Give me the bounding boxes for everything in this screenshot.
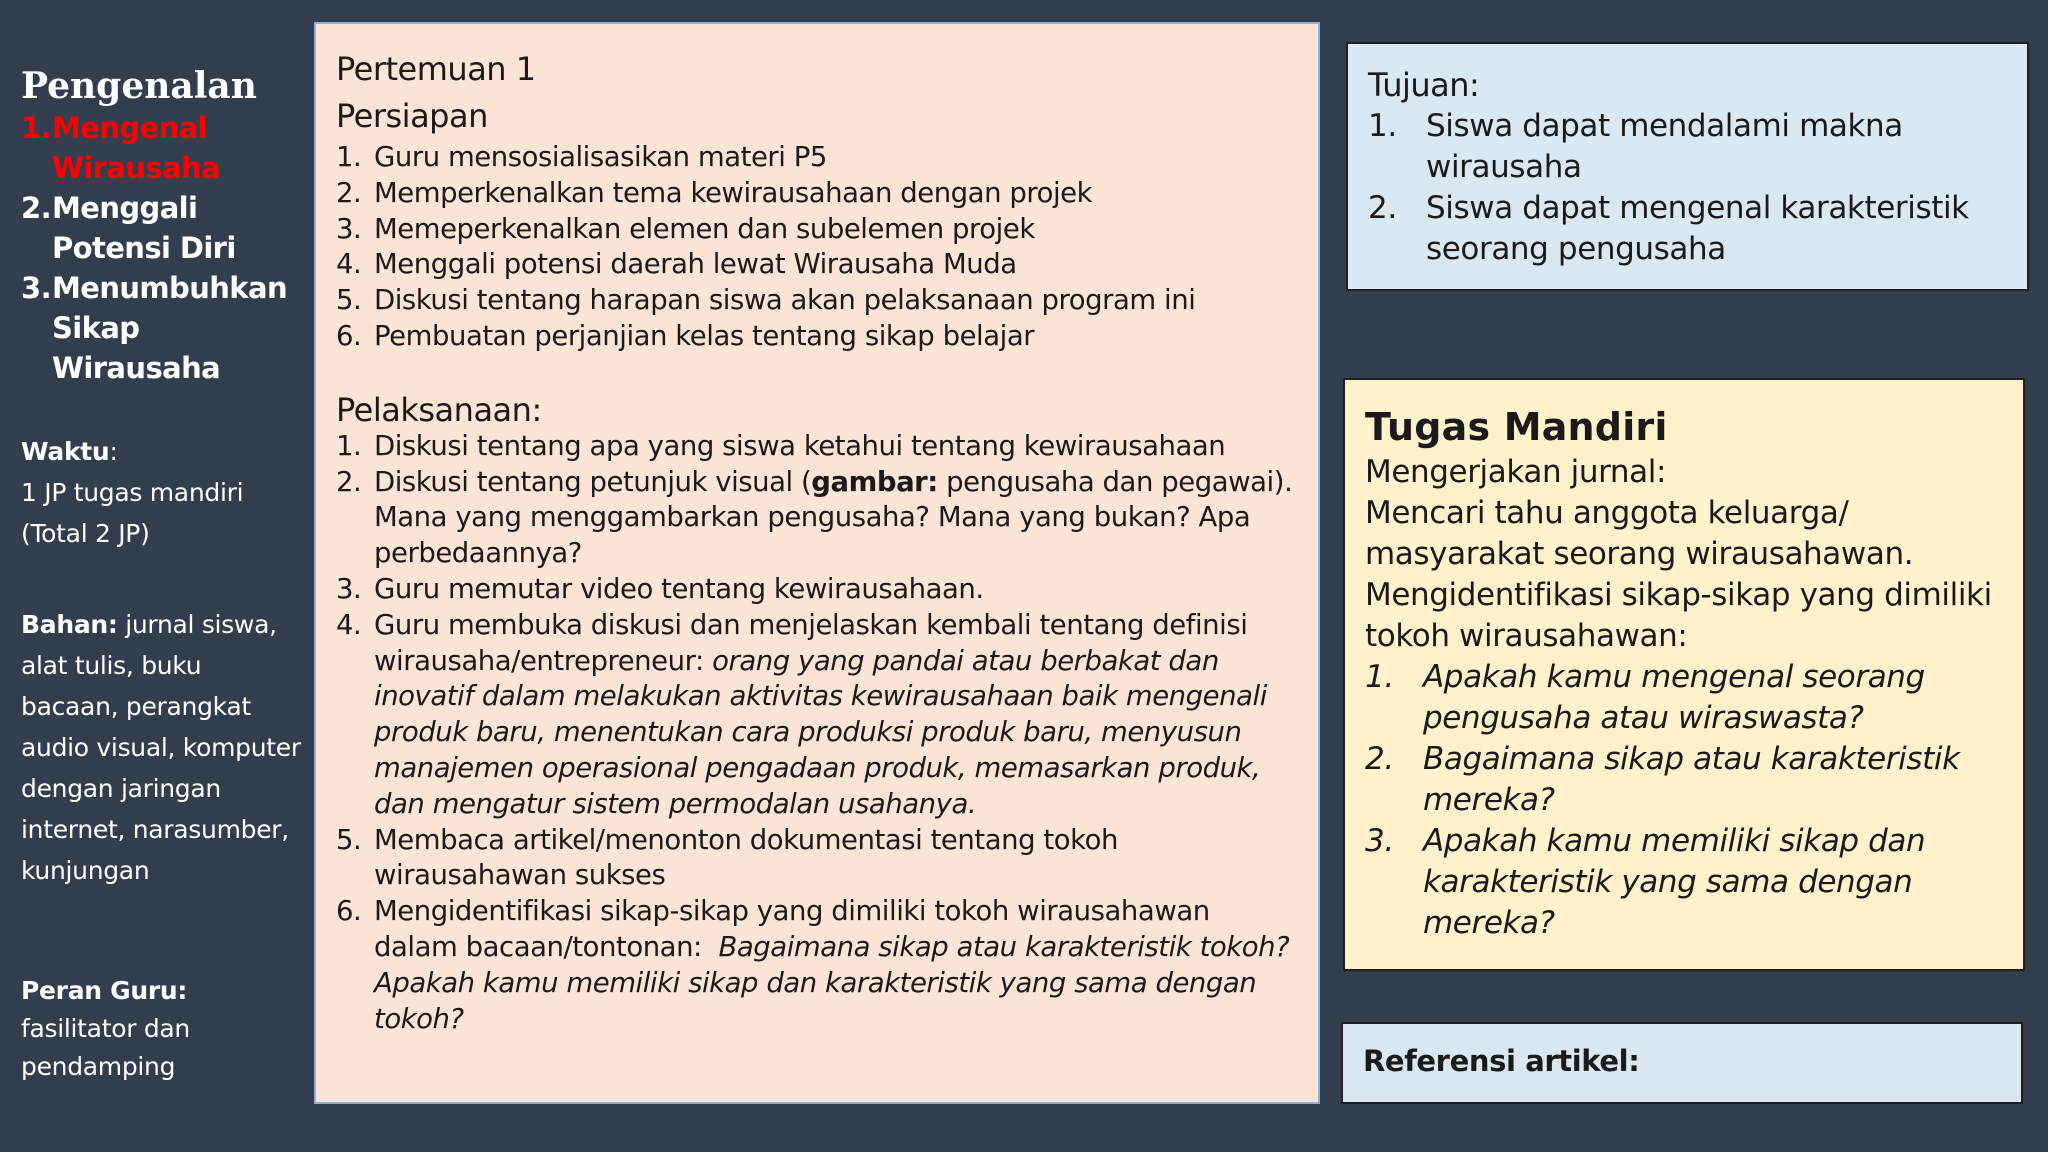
list-item [336,894,1300,1037]
tugas-line: Mengerjakan jurnal: [1365,454,1667,490]
item-number: 5. [336,284,362,317]
item-text [374,894,1300,1037]
item-number: 2. [336,465,362,498]
item-text: Memperkenalkan tema kewirausahaan dengan projek [374,176,1093,209]
item-text: Guru mensosialisasikan materi P5 [374,141,827,173]
item-label: Menggali Potensi Diri [52,191,236,265]
tugas-heading: Tugas Mandiri [1365,405,1668,449]
list-item [1365,657,2009,739]
item-text-part: Mengidentifikasi sikap-sikap yang dimiliki tokoh wirausahawan dalam bacaan/tontonan: [374,895,1219,963]
item-number: 2. [1365,741,1394,777]
meeting-title: Pertemuan 1 [336,50,536,88]
referensi-label: Referensi artikel: [1363,1044,1640,1078]
item-number: 6. [336,895,362,928]
list-item [336,823,1300,895]
item-number: 1. [1368,108,1397,144]
waktu-line: 1 JP tugas mandiri [21,478,244,507]
waktu-heading [21,431,301,472]
bahan-label: Bahan: [21,610,118,639]
item-number: 1. [21,111,51,145]
list-item [1365,821,2009,944]
item-text: Siswa dapat mengenal karakteristik seorang pengusaha [1426,190,1969,267]
list-item [336,283,1300,319]
item-text-bold: gambar: [811,465,938,498]
tugas-line: Mengidentifikasi sikap-sikap yang dimiliki tokoh wirausahawan: [1365,577,1992,654]
pelaksanaan-list [336,429,1300,1038]
item-number: 4. [336,608,362,641]
tugas-line: Mencari tahu anggota keluarga/ masyarakat seorang wirausahawan. [1365,495,1914,572]
waktu-line: (Total 2 JP) [21,519,150,548]
item-label: Mengenal Wirausaha [52,111,221,185]
question-text: Bagaimana sikap atau karakteristik tokoh? Apakah kamu memiliki sikap dan karakteristik yang sama dengan tokoh? [374,930,1290,1035]
item-number: 3. [336,212,362,245]
tujuan-list [1368,106,2013,270]
item-text: Apakah kamu memiliki sikap dan karakteristik yang sama dengan mereka? [1423,823,1926,941]
item-number: 1. [336,429,362,462]
list-item [336,572,1300,608]
referensi-box [1341,1022,2023,1104]
sidebar-item-menumbuhkan-sikap-wirausaha [21,268,301,388]
list-item [1368,188,2013,270]
item-text [374,608,1300,823]
list-item [336,212,1300,248]
persiapan-heading: Persiapan [336,97,488,135]
list-item [1365,739,2009,821]
peran-guru-section [21,972,301,1086]
item-number: 1. [336,141,362,173]
peran-label: Peran Guru: [21,976,188,1005]
tugas-mandiri-box [1343,378,2025,971]
item-text: Membaca artikel/menonton dokumentasi tentang tokoh wirausahawan sukses [374,823,1118,892]
list-item [1368,106,2013,188]
definition-text: orang yang pandai atau berbakat dan inovatif dalam melakukan aktivitas kewirausahaan baik mengenali produk baru, menentukan cara produksi produk baru, menyusun manajemen operasional pengadaan produk, memasarkan produk, dan mengatur sistem permodalan usahanya. [374,644,1267,820]
item-text-part: Diskusi tentang petunjuk visual ( [374,465,812,498]
item-text-part: Guru membuka diskusi dan menjelaskan kembali tentang definisi wirausaha/entrepreneur: [374,608,1248,677]
tujuan-box [1346,42,2029,291]
waktu-separator: : [109,437,118,466]
meeting-plan-box [314,22,1320,1104]
item-text: Memeperkenalkan elemen dan subelemen projek [374,212,1035,245]
item-label: Menumbuhkan Sikap Wirausaha [52,271,287,385]
item-number: 4. [336,248,362,281]
sidebar-item-menggali-potensi-diri [21,188,301,268]
list-item [336,176,1300,212]
item-text [374,465,1300,572]
item-number: 2. [1368,190,1397,226]
list-item [336,429,1300,465]
list-item [336,247,1300,283]
item-text: Siswa dapat mendalami makna wirausaha [1426,108,1903,185]
sidebar-topic-list [21,108,301,388]
item-number: 1. [1365,659,1394,695]
list-item [336,140,1300,176]
pelaksanaan-heading: Pelaksanaan: [336,390,542,429]
item-text: Guru memutar video tentang kewirausahaan. [374,572,984,605]
sidebar [21,64,301,388]
item-number: 2. [336,176,362,209]
item-number: 2. [21,191,51,225]
item-text: Diskusi tentang harapan siswa akan pelaksanaan program ini [374,284,1196,317]
list-item [336,319,1300,355]
tujuan-heading: Tujuan: [1368,66,1480,104]
bahan-text: jurnal siswa, alat tulis, buku bacaan, perangkat audio visual, komputer dengan jaringan internet, narasumber, kunjungan [21,610,301,885]
item-text: Apakah kamu mengenal seorang pengusaha atau wiraswasta? [1423,659,1925,736]
item-text: Pembuatan perjanjian kelas tentang sikap belajar [374,319,1035,352]
bahan-section [21,604,301,891]
item-text: Bagaimana sikap atau karakteristik mereka? [1423,741,1960,818]
peran-text: fasilitator dan pendamping [21,1014,190,1081]
list-item [336,465,1300,572]
item-number: 3. [21,271,51,305]
persiapan-list [336,140,1300,355]
tugas-question-list [1365,657,2009,944]
item-text-part: pengusaha dan pegawai). Mana yang menggambarkan pengusaha? Mana yang bukan? Apa perbedaannya? [374,465,1293,570]
sidebar-title: Pengenalan [21,65,257,107]
sidebar-item-mengenal-wirausaha [21,108,301,188]
item-number: 5. [336,823,362,856]
section-spacer [336,355,1300,391]
item-number: 6. [336,319,362,352]
item-number: 3. [1365,823,1394,859]
item-text: Diskusi tentang apa yang siswa ketahui tentang kewirausahaan [374,429,1226,462]
item-number: 3. [336,572,362,605]
item-text: Menggali potensi daerah lewat Wirausaha Muda [374,248,1017,281]
list-item [336,608,1300,823]
waktu-label: Waktu [21,437,110,466]
waktu-section [21,431,301,554]
